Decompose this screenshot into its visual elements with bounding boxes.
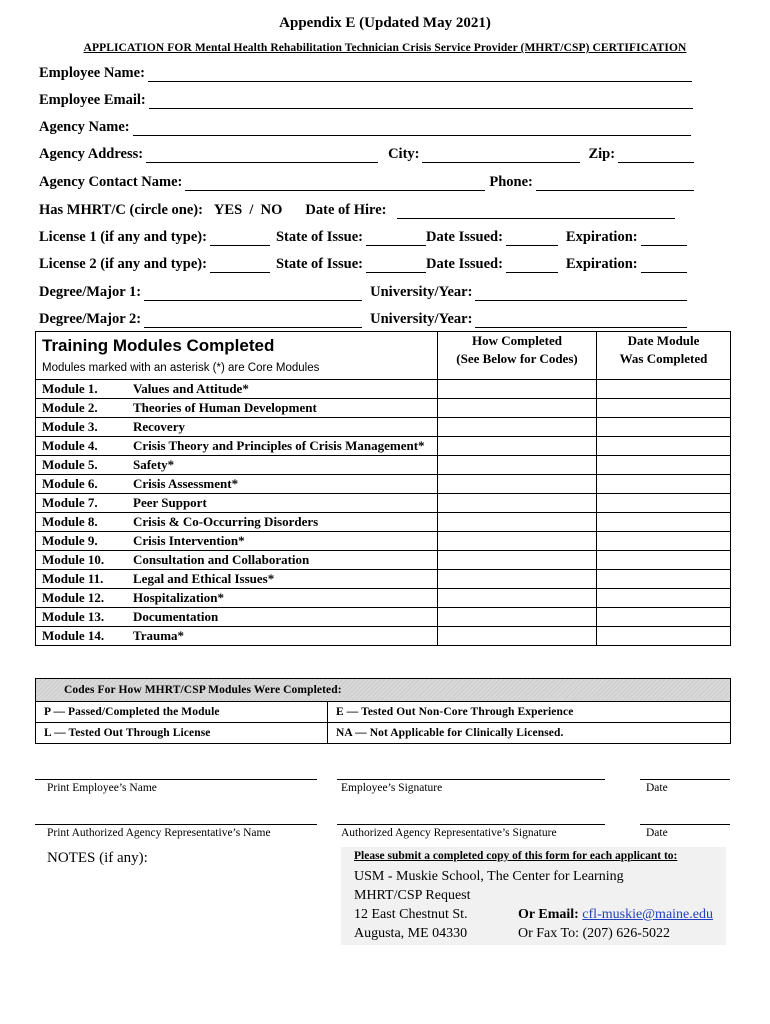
how-completed-cell[interactable] bbox=[438, 532, 597, 551]
code-p: P — Passed/Completed the Module bbox=[36, 702, 328, 723]
submit-heading: Please submit a completed copy of this form for each applicant to: bbox=[354, 850, 678, 862]
how-completed-cell[interactable] bbox=[438, 418, 597, 437]
module-name: Crisis Intervention* bbox=[127, 532, 438, 551]
module-number: Module 11. bbox=[36, 570, 128, 589]
agency-contact-row bbox=[39, 171, 709, 191]
codes-table bbox=[35, 678, 731, 744]
module-name: Crisis Assessment* bbox=[127, 475, 438, 494]
how-completed-cell[interactable] bbox=[438, 494, 597, 513]
date-completed-cell[interactable] bbox=[597, 532, 731, 551]
address-line4: Augusta, ME 04330 bbox=[354, 926, 468, 941]
module-name: Values and Attitude* bbox=[127, 380, 438, 399]
license1-field[interactable] bbox=[210, 230, 270, 246]
employee-name-field[interactable] bbox=[148, 66, 692, 82]
module-number: Module 2. bbox=[36, 399, 128, 418]
agency-rep-date-line[interactable] bbox=[640, 824, 730, 825]
employee-date-label: Date bbox=[646, 782, 668, 794]
table-row bbox=[36, 532, 731, 551]
table-row bbox=[36, 456, 731, 475]
page-title: Appendix E (Updated May 2021) bbox=[279, 15, 491, 31]
license2-date-issued-field[interactable] bbox=[506, 257, 558, 273]
module-number: Module 6. bbox=[36, 475, 128, 494]
date-completed-cell[interactable] bbox=[597, 418, 731, 437]
module-number: Module 5. bbox=[36, 456, 128, 475]
module-number: Module 7. bbox=[36, 494, 128, 513]
license1-expiration-field[interactable] bbox=[641, 230, 687, 246]
how-completed-cell[interactable] bbox=[438, 475, 597, 494]
email-link[interactable]: cfl-muskie@maine.edu bbox=[582, 907, 713, 922]
license1-state-field[interactable] bbox=[366, 230, 426, 246]
date-completed-cell[interactable] bbox=[597, 475, 731, 494]
license2-field[interactable] bbox=[210, 257, 270, 273]
module-name: Recovery bbox=[127, 418, 438, 437]
license2-label: License 2 (if any and type): bbox=[39, 256, 207, 272]
module-number: Module 4. bbox=[36, 437, 128, 456]
employee-email-label: Employee Email: bbox=[39, 92, 146, 108]
how-completed-cell[interactable] bbox=[438, 627, 597, 646]
yes-no-choice[interactable]: YES / NO bbox=[213, 202, 283, 218]
degree1-label: Degree/Major 1: bbox=[39, 284, 142, 300]
city-field[interactable] bbox=[422, 147, 580, 163]
module-name: Peer Support bbox=[127, 494, 438, 513]
notes-label: NOTES (if any): bbox=[47, 850, 148, 866]
degree1-field[interactable] bbox=[144, 285, 362, 301]
employee-name-row bbox=[39, 62, 709, 82]
module-number: Module 12. bbox=[36, 589, 128, 608]
module-name: Trauma* bbox=[127, 627, 438, 646]
date-completed-cell[interactable] bbox=[597, 380, 731, 399]
agency-name-row bbox=[39, 116, 709, 136]
agency-name-label: Agency Name: bbox=[39, 119, 130, 135]
license2-state-label: State of Issue: bbox=[275, 256, 363, 272]
agency-rep-signature-label: Authorized Agency Representative’s Signature bbox=[341, 827, 557, 839]
fax-line: Or Fax To: (207) 626-5022 bbox=[518, 926, 670, 941]
date-completed-cell[interactable] bbox=[597, 589, 731, 608]
table-row bbox=[36, 589, 731, 608]
license1-state-label: State of Issue: bbox=[275, 229, 363, 245]
training-modules-table bbox=[35, 331, 731, 646]
date-completed-cell[interactable] bbox=[597, 494, 731, 513]
date-completed-cell[interactable] bbox=[597, 627, 731, 646]
zip-label: Zip: bbox=[588, 146, 616, 162]
module-number: Module 13. bbox=[36, 608, 128, 627]
employee-signature-label: Employee’s Signature bbox=[341, 782, 443, 794]
print-agency-rep-label: Print Authorized Agency Representative’s Name bbox=[47, 827, 271, 839]
module-number: Module 8. bbox=[36, 513, 128, 532]
agency-rep-date-label: Date bbox=[646, 827, 668, 839]
code-na: NA — Not Applicable for Clinically Licensed. bbox=[328, 723, 731, 744]
degree1-univ-field[interactable] bbox=[475, 285, 687, 301]
table-row bbox=[36, 513, 731, 532]
code-e: E — Tested Out Non-Core Through Experience bbox=[328, 702, 731, 723]
zip-field[interactable] bbox=[618, 147, 694, 163]
date-completed-cell[interactable] bbox=[597, 551, 731, 570]
employee-email-row bbox=[39, 89, 709, 109]
has-mhrtc-row bbox=[39, 199, 709, 219]
table-row bbox=[36, 570, 731, 589]
table-row bbox=[36, 475, 731, 494]
module-number: Module 3. bbox=[36, 418, 128, 437]
module-name: Theories of Human Development bbox=[127, 399, 438, 418]
form-subtitle: APPLICATION FOR Mental Health Rehabilitation Technician Crisis Service Provider (MHRT/CSP) CERTIFICATION bbox=[83, 42, 687, 54]
agency-rep-signature-line[interactable] bbox=[337, 824, 605, 825]
agency-contact-field[interactable] bbox=[185, 175, 485, 191]
module-name: Consultation and Collaboration bbox=[127, 551, 438, 570]
module-number: Module 9. bbox=[36, 532, 128, 551]
module-number: Module 1. bbox=[36, 380, 128, 399]
date-completed-header-line1: Date Module bbox=[627, 333, 700, 348]
how-completed-cell[interactable] bbox=[438, 608, 597, 627]
how-completed-cell[interactable] bbox=[438, 513, 597, 532]
table-row bbox=[36, 608, 731, 627]
module-name: Hospitalization* bbox=[127, 589, 438, 608]
table-header bbox=[36, 332, 731, 380]
email-row bbox=[518, 907, 713, 923]
date-completed-cell[interactable] bbox=[597, 570, 731, 589]
how-completed-cell[interactable] bbox=[438, 456, 597, 475]
date-completed-cell[interactable] bbox=[597, 399, 731, 418]
license1-row bbox=[39, 226, 709, 246]
license1-expiration-label: Expiration: bbox=[565, 229, 638, 245]
table-row bbox=[36, 380, 731, 399]
how-completed-header-line1: How Completed bbox=[472, 333, 562, 348]
agency-address-row bbox=[39, 143, 709, 163]
module-name: Safety* bbox=[127, 456, 438, 475]
degree2-label: Degree/Major 2: bbox=[39, 311, 142, 327]
degree2-field[interactable] bbox=[144, 312, 362, 328]
date-completed-cell[interactable] bbox=[597, 513, 731, 532]
table-row bbox=[36, 418, 731, 437]
table-row bbox=[36, 437, 731, 456]
print-employee-line[interactable] bbox=[35, 779, 317, 780]
module-name: Legal and Ethical Issues* bbox=[127, 570, 438, 589]
license2-date-issued-label: Date Issued: bbox=[425, 256, 503, 272]
employee-email-field[interactable] bbox=[149, 93, 693, 109]
codes-heading: Codes For How MHRT/CSP Modules Were Completed: bbox=[36, 679, 731, 702]
table-row bbox=[36, 627, 731, 646]
agency-name-field[interactable] bbox=[133, 120, 691, 136]
module-number: Module 14. bbox=[36, 627, 128, 646]
how-completed-cell[interactable] bbox=[438, 551, 597, 570]
license1-date-issued-field[interactable] bbox=[506, 230, 558, 246]
agency-contact-label: Agency Contact Name: bbox=[39, 174, 183, 190]
phone-field[interactable] bbox=[536, 175, 694, 191]
employee-signature-line[interactable] bbox=[337, 779, 605, 780]
license1-label: License 1 (if any and type): bbox=[39, 229, 207, 245]
date-of-hire-field[interactable] bbox=[397, 203, 675, 219]
module-number: Module 10. bbox=[36, 551, 128, 570]
address-line2: MHRT/CSP Request bbox=[354, 888, 471, 903]
employee-date-line[interactable] bbox=[640, 779, 730, 780]
table-note: Modules marked with an asterisk (*) are Core Modules bbox=[42, 362, 320, 374]
degree1-univ-label: University/Year: bbox=[370, 284, 473, 300]
license2-expiration-field[interactable] bbox=[641, 257, 687, 273]
license1-date-issued-label: Date Issued: bbox=[425, 229, 503, 245]
date-completed-cell[interactable] bbox=[597, 437, 731, 456]
degree1-row bbox=[39, 281, 709, 301]
table-title-cell bbox=[36, 332, 438, 380]
module-name: Crisis & Co-Occurring Disorders bbox=[127, 513, 438, 532]
table-row bbox=[36, 494, 731, 513]
module-name: Crisis Theory and Principles of Crisis Management* bbox=[127, 437, 438, 456]
how-completed-header-line2: (See Below for Codes) bbox=[456, 351, 578, 366]
date-of-hire-label: Date of Hire: bbox=[305, 202, 387, 218]
city-label: City: bbox=[388, 146, 420, 162]
print-employee-label: Print Employee’s Name bbox=[47, 782, 157, 794]
degree2-univ-field[interactable] bbox=[475, 312, 687, 328]
address-line1: USM - Muskie School, The Center for Learning bbox=[354, 869, 624, 884]
module-name: Documentation bbox=[127, 608, 438, 627]
how-completed-cell[interactable] bbox=[438, 399, 597, 418]
employee-name-label: Employee Name: bbox=[39, 65, 145, 81]
how-completed-cell[interactable] bbox=[438, 380, 597, 399]
phone-label: Phone: bbox=[489, 174, 533, 190]
table-row bbox=[36, 399, 731, 418]
has-mhrtc-label: Has MHRT/C (circle one): bbox=[39, 202, 203, 218]
how-completed-header bbox=[438, 332, 597, 380]
degree2-univ-label: University/Year: bbox=[370, 311, 473, 327]
email-label: Or Email: bbox=[518, 907, 579, 922]
table-row bbox=[36, 551, 731, 570]
how-completed-cell[interactable] bbox=[438, 437, 597, 456]
agency-address-field[interactable] bbox=[146, 147, 378, 163]
print-agency-rep-line[interactable] bbox=[35, 824, 317, 825]
date-completed-header-line2: Was Completed bbox=[619, 351, 708, 366]
license2-row bbox=[39, 253, 709, 273]
how-completed-cell[interactable] bbox=[438, 570, 597, 589]
code-l: L — Tested Out Through License bbox=[36, 723, 328, 744]
address-line3: 12 East Chestnut St. bbox=[354, 907, 468, 922]
table-title: Training Modules Completed bbox=[42, 336, 275, 355]
date-completed-cell[interactable] bbox=[597, 608, 731, 627]
date-completed-cell[interactable] bbox=[597, 456, 731, 475]
how-completed-cell[interactable] bbox=[438, 589, 597, 608]
license2-expiration-label: Expiration: bbox=[565, 256, 638, 272]
degree2-row bbox=[39, 308, 709, 328]
agency-address-label: Agency Address: bbox=[39, 146, 144, 162]
date-completed-header bbox=[597, 332, 731, 380]
license2-state-field[interactable] bbox=[366, 257, 426, 273]
